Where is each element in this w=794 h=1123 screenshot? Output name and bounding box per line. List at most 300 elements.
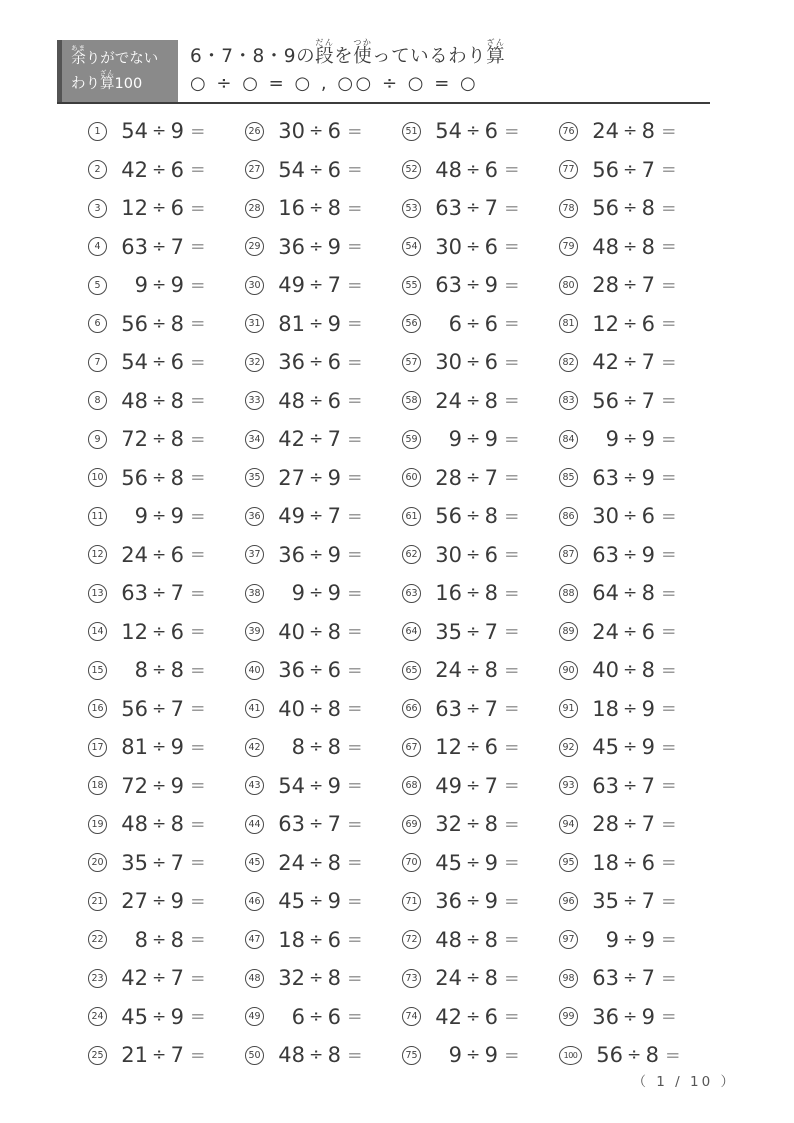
problem-number: 86 — [559, 507, 578, 526]
dividend: 63 — [435, 696, 462, 721]
equals-sign: = — [347, 505, 363, 527]
divisor: 9 — [170, 119, 184, 144]
problem-item — [88, 189, 245, 228]
worksheet-header — [190, 38, 720, 103]
divisor: 8 — [645, 1043, 659, 1068]
dividend: 12 — [121, 619, 148, 644]
division-sign: ÷ — [309, 1045, 324, 1066]
problem-item — [559, 882, 716, 921]
division-sign: ÷ — [152, 698, 167, 719]
division-sign: ÷ — [309, 891, 324, 912]
problem-item — [559, 959, 716, 998]
problem-number: 26 — [245, 122, 264, 141]
division-sign: ÷ — [152, 544, 167, 565]
dividend: 56 — [121, 465, 148, 490]
problem-number: 74 — [402, 1007, 421, 1026]
divisor: 7 — [641, 812, 655, 837]
dividend: 56 — [592, 196, 619, 221]
division-sign: ÷ — [152, 313, 167, 334]
division-sign: ÷ — [309, 121, 324, 142]
division-sign: ÷ — [152, 467, 167, 488]
divisor: 8 — [170, 658, 184, 683]
division-sign: ÷ — [623, 390, 638, 411]
dividend: 12 — [121, 196, 148, 221]
problem-item — [88, 382, 245, 421]
problem-number: 33 — [245, 391, 264, 410]
dividend: 8 — [291, 735, 305, 760]
equals-sign: = — [661, 621, 677, 643]
problem-item — [402, 459, 559, 498]
divisor: 8 — [484, 581, 498, 606]
problem-item — [245, 420, 402, 459]
problem-item — [559, 228, 716, 267]
division-sign: ÷ — [623, 968, 638, 989]
problem-number: 40 — [245, 661, 264, 680]
divisor: 8 — [641, 234, 655, 259]
division-sign: ÷ — [152, 929, 167, 950]
dividend: 36 — [278, 542, 305, 567]
equals-sign: = — [504, 428, 520, 450]
equals-sign: = — [190, 582, 206, 604]
dividend: 28 — [592, 273, 619, 298]
divisor: 6 — [170, 350, 184, 375]
division-sign: ÷ — [466, 275, 481, 296]
divisor: 7 — [484, 773, 498, 798]
dividend: 8 — [134, 927, 148, 952]
divisor: 8 — [641, 658, 655, 683]
equals-sign: = — [661, 467, 677, 489]
problem-number: 51 — [402, 122, 421, 141]
dividend: 63 — [592, 542, 619, 567]
problem-item — [245, 228, 402, 267]
page-indicator: （ 1 / 10 ） — [632, 1074, 737, 1090]
dividend: 21 — [121, 1043, 148, 1068]
badge-line-1: 余あまりがでない — [71, 44, 159, 67]
problem-item — [402, 690, 559, 729]
division-sign: ÷ — [623, 891, 638, 912]
dividend: 9 — [605, 427, 619, 452]
dividend: 45 — [121, 1004, 148, 1029]
divisor: 8 — [327, 1043, 341, 1068]
divisor: 9 — [327, 581, 341, 606]
problem-number: 55 — [402, 276, 421, 295]
divisor: 6 — [484, 234, 498, 259]
division-sign: ÷ — [623, 121, 638, 142]
divisor: 9 — [327, 234, 341, 259]
dividend: 56 — [435, 504, 462, 529]
equals-sign: = — [190, 852, 206, 874]
problem-number: 16 — [88, 699, 107, 718]
equals-sign: = — [504, 120, 520, 142]
problem-item — [559, 266, 716, 305]
division-sign: ÷ — [152, 968, 167, 989]
dividend: 56 — [121, 311, 148, 336]
dividend: 32 — [278, 966, 305, 991]
division-sign: ÷ — [623, 198, 638, 219]
problem-number: 84 — [559, 430, 578, 449]
divisor: 6 — [170, 542, 184, 567]
problem-item — [559, 805, 716, 844]
equals-sign: = — [190, 967, 206, 989]
dividend: 18 — [278, 927, 305, 952]
divisor: 8 — [641, 581, 655, 606]
dividend: 9 — [605, 927, 619, 952]
problem-number: 90 — [559, 661, 578, 680]
dividend: 72 — [121, 427, 148, 452]
division-sign: ÷ — [466, 852, 481, 873]
dividend: 63 — [435, 273, 462, 298]
problem-number: 44 — [245, 815, 264, 834]
division-sign: ÷ — [152, 429, 167, 450]
equals-sign: = — [504, 582, 520, 604]
divisor: 8 — [170, 311, 184, 336]
divisor: 6 — [327, 1004, 341, 1029]
problem-number: 15 — [88, 661, 107, 680]
dividend: 56 — [596, 1043, 623, 1068]
equals-sign: = — [347, 544, 363, 566]
dividend: 48 — [435, 157, 462, 182]
equals-sign: = — [661, 159, 677, 181]
problem-number: 9 — [88, 430, 107, 449]
dividend: 9 — [134, 273, 148, 298]
divisor: 6 — [641, 504, 655, 529]
divisor: 6 — [327, 350, 341, 375]
problem-item — [559, 998, 716, 1037]
problem-number: 70 — [402, 853, 421, 872]
dividend: 81 — [121, 735, 148, 760]
problem-item — [245, 266, 402, 305]
division-sign: ÷ — [309, 544, 324, 565]
problem-number: 57 — [402, 353, 421, 372]
divisor: 7 — [641, 773, 655, 798]
equals-sign: = — [661, 544, 677, 566]
division-sign: ÷ — [309, 814, 324, 835]
dividend: 9 — [448, 1043, 462, 1068]
equals-sign: = — [347, 428, 363, 450]
problem-number: 98 — [559, 969, 578, 988]
divisor: 6 — [170, 619, 184, 644]
division-sign: ÷ — [152, 390, 167, 411]
equals-sign: = — [504, 813, 520, 835]
division-sign: ÷ — [466, 544, 481, 565]
problem-item — [559, 420, 716, 459]
dividend: 63 — [121, 581, 148, 606]
division-sign: ÷ — [309, 737, 324, 758]
divisor: 8 — [170, 927, 184, 952]
equals-sign: = — [661, 428, 677, 450]
divisor: 6 — [484, 1004, 498, 1029]
dividend: 30 — [435, 350, 462, 375]
problem-item — [88, 459, 245, 498]
problem-number: 73 — [402, 969, 421, 988]
divisor: 6 — [641, 311, 655, 336]
problem-number: 43 — [245, 776, 264, 795]
equals-sign: = — [504, 852, 520, 874]
dividend: 63 — [121, 234, 148, 259]
problem-number: 6 — [88, 314, 107, 333]
problem-number: 29 — [245, 237, 264, 256]
problem-number: 75 — [402, 1046, 421, 1065]
dividend: 81 — [278, 311, 305, 336]
divisor: 8 — [327, 735, 341, 760]
division-sign: ÷ — [152, 198, 167, 219]
problem-number: 62 — [402, 545, 421, 564]
worksheet-title: 6・7・8・9の段だんを使つかっているわり算ざん — [190, 38, 506, 67]
dividend: 30 — [278, 119, 305, 144]
dividend: 24 — [435, 966, 462, 991]
problem-item — [402, 574, 559, 613]
divisor: 9 — [170, 773, 184, 798]
equals-sign: = — [190, 775, 206, 797]
divisor: 9 — [170, 889, 184, 914]
equals-sign: = — [504, 775, 520, 797]
dividend: 48 — [121, 388, 148, 413]
problem-number: 89 — [559, 622, 578, 641]
divisor: 7 — [170, 696, 184, 721]
problem-number: 49 — [245, 1007, 264, 1026]
dividend: 42 — [121, 966, 148, 991]
problem-number: 93 — [559, 776, 578, 795]
divisor: 8 — [484, 658, 498, 683]
problem-item — [559, 728, 716, 767]
division-sign: ÷ — [309, 159, 324, 180]
problem-item — [88, 497, 245, 536]
dividend: 49 — [278, 504, 305, 529]
problem-number: 67 — [402, 738, 421, 757]
problem-item — [245, 536, 402, 575]
divisor: 7 — [170, 966, 184, 991]
division-sign: ÷ — [152, 737, 167, 758]
division-sign: ÷ — [466, 313, 481, 334]
problem-item — [245, 767, 402, 806]
equals-sign: = — [347, 313, 363, 335]
problem-number: 22 — [88, 930, 107, 949]
problem-number: 52 — [402, 160, 421, 179]
problem-number: 61 — [402, 507, 421, 526]
problem-number: 11 — [88, 507, 107, 526]
problem-number: 12 — [88, 545, 107, 564]
dividend: 27 — [278, 465, 305, 490]
divisor: 8 — [327, 196, 341, 221]
division-sign: ÷ — [623, 313, 638, 334]
problem-number: 97 — [559, 930, 578, 949]
division-sign: ÷ — [623, 429, 638, 450]
problem-item — [88, 420, 245, 459]
dividend: 16 — [278, 196, 305, 221]
divisor: 7 — [327, 273, 341, 298]
equals-sign: = — [347, 1006, 363, 1028]
dividend: 48 — [278, 388, 305, 413]
divisor: 9 — [327, 889, 341, 914]
equals-sign: = — [347, 698, 363, 720]
equals-sign: = — [190, 890, 206, 912]
problem-item — [245, 1036, 402, 1075]
equals-sign: = — [190, 120, 206, 142]
dividend: 24 — [121, 542, 148, 567]
equals-sign: = — [504, 197, 520, 219]
equals-sign: = — [661, 120, 677, 142]
division-sign: ÷ — [152, 121, 167, 142]
divisor: 7 — [641, 966, 655, 991]
equals-sign: = — [504, 698, 520, 720]
problem-item — [245, 998, 402, 1037]
dividend: 12 — [592, 311, 619, 336]
division-sign: ÷ — [466, 929, 481, 950]
problem-item — [245, 882, 402, 921]
problem-item — [245, 343, 402, 382]
divisor: 7 — [641, 273, 655, 298]
problem-item — [88, 266, 245, 305]
problem-item — [245, 151, 402, 190]
equals-sign: = — [347, 390, 363, 412]
dividend: 63 — [592, 465, 619, 490]
dividend: 54 — [435, 119, 462, 144]
equals-sign: = — [347, 274, 363, 296]
problem-item — [402, 536, 559, 575]
division-sign: ÷ — [152, 275, 167, 296]
equals-sign: = — [347, 736, 363, 758]
equals-sign: = — [347, 621, 363, 643]
division-sign: ÷ — [152, 852, 167, 873]
dividend: 16 — [435, 581, 462, 606]
division-sign: ÷ — [466, 352, 481, 373]
divisor: 9 — [327, 465, 341, 490]
divisor: 9 — [327, 311, 341, 336]
division-sign: ÷ — [466, 429, 481, 450]
division-sign: ÷ — [466, 506, 481, 527]
divisor: 9 — [327, 773, 341, 798]
equals-sign: = — [661, 659, 677, 681]
equals-sign: = — [661, 890, 677, 912]
divisor: 7 — [641, 350, 655, 375]
division-sign: ÷ — [627, 1045, 642, 1066]
division-sign: ÷ — [309, 775, 324, 796]
equals-sign: = — [661, 505, 677, 527]
divisor: 7 — [327, 427, 341, 452]
equals-sign: = — [504, 236, 520, 258]
problem-item — [559, 613, 716, 652]
problem-item — [559, 651, 716, 690]
equals-sign: = — [504, 929, 520, 951]
problem-number: 54 — [402, 237, 421, 256]
equals-sign: = — [347, 1044, 363, 1066]
problem-number: 1 — [88, 122, 107, 141]
problem-number: 19 — [88, 815, 107, 834]
problem-item — [559, 497, 716, 536]
problem-item — [402, 112, 559, 151]
problem-item — [88, 959, 245, 998]
division-sign: ÷ — [623, 159, 638, 180]
problems-column — [88, 112, 245, 1075]
dividend: 30 — [592, 504, 619, 529]
equals-sign: = — [661, 775, 677, 797]
dividend: 49 — [278, 273, 305, 298]
equals-sign: = — [347, 236, 363, 258]
problem-item — [88, 613, 245, 652]
division-sign: ÷ — [623, 275, 638, 296]
problem-number: 37 — [245, 545, 264, 564]
divisor: 7 — [170, 1043, 184, 1068]
dividend: 54 — [278, 773, 305, 798]
problem-item — [88, 228, 245, 267]
equals-sign: = — [504, 159, 520, 181]
divisor: 7 — [484, 196, 498, 221]
division-sign: ÷ — [466, 698, 481, 719]
equals-sign: = — [504, 967, 520, 989]
problem-item — [88, 690, 245, 729]
dividend: 24 — [435, 388, 462, 413]
division-sign: ÷ — [623, 929, 638, 950]
division-sign: ÷ — [466, 198, 481, 219]
problem-item — [88, 921, 245, 960]
equals-sign: = — [190, 274, 206, 296]
problem-number: 99 — [559, 1007, 578, 1026]
division-sign: ÷ — [623, 660, 638, 681]
division-sign: ÷ — [623, 1006, 638, 1027]
problem-number: 48 — [245, 969, 264, 988]
problem-number: 100 — [559, 1046, 582, 1065]
divisor: 8 — [170, 427, 184, 452]
badge-accent-bar — [57, 40, 62, 103]
divisor: 8 — [170, 388, 184, 413]
divisor: 7 — [484, 619, 498, 644]
problem-item — [245, 690, 402, 729]
problem-item — [88, 998, 245, 1037]
equals-sign: = — [665, 1044, 681, 1066]
problem-item — [559, 921, 716, 960]
problem-item — [402, 728, 559, 767]
divisor: 7 — [170, 850, 184, 875]
problem-number: 95 — [559, 853, 578, 872]
dividend: 56 — [592, 157, 619, 182]
problem-item — [88, 728, 245, 767]
dividend: 27 — [121, 889, 148, 914]
problem-number: 96 — [559, 892, 578, 911]
problem-number: 65 — [402, 661, 421, 680]
division-sign: ÷ — [466, 814, 481, 835]
dividend: 42 — [278, 427, 305, 452]
problem-number: 21 — [88, 892, 107, 911]
problem-item — [402, 651, 559, 690]
equals-sign: = — [504, 659, 520, 681]
equals-sign: = — [190, 736, 206, 758]
dividend: 35 — [435, 619, 462, 644]
problem-pattern: ○ ÷ ○ = ○ , ○○ ÷ ○ = ○ — [190, 73, 479, 94]
equals-sign: = — [190, 698, 206, 720]
divisor: 9 — [641, 927, 655, 952]
problem-number: 30 — [245, 276, 264, 295]
equals-sign: = — [504, 467, 520, 489]
dividend: 42 — [435, 1004, 462, 1029]
worksheet-series-badge — [57, 40, 178, 103]
equals-sign: = — [347, 929, 363, 951]
division-sign: ÷ — [309, 698, 324, 719]
problem-number: 50 — [245, 1046, 264, 1065]
problem-item — [559, 189, 716, 228]
dividend: 63 — [278, 812, 305, 837]
problem-number: 59 — [402, 430, 421, 449]
problem-number: 58 — [402, 391, 421, 410]
dividend: 35 — [121, 850, 148, 875]
dividend: 56 — [121, 696, 148, 721]
divisor: 9 — [170, 504, 184, 529]
division-sign: ÷ — [466, 159, 481, 180]
equals-sign: = — [661, 929, 677, 951]
dividend: 32 — [435, 812, 462, 837]
problem-item — [402, 882, 559, 921]
divisor: 6 — [484, 350, 498, 375]
problem-number: 41 — [245, 699, 264, 718]
